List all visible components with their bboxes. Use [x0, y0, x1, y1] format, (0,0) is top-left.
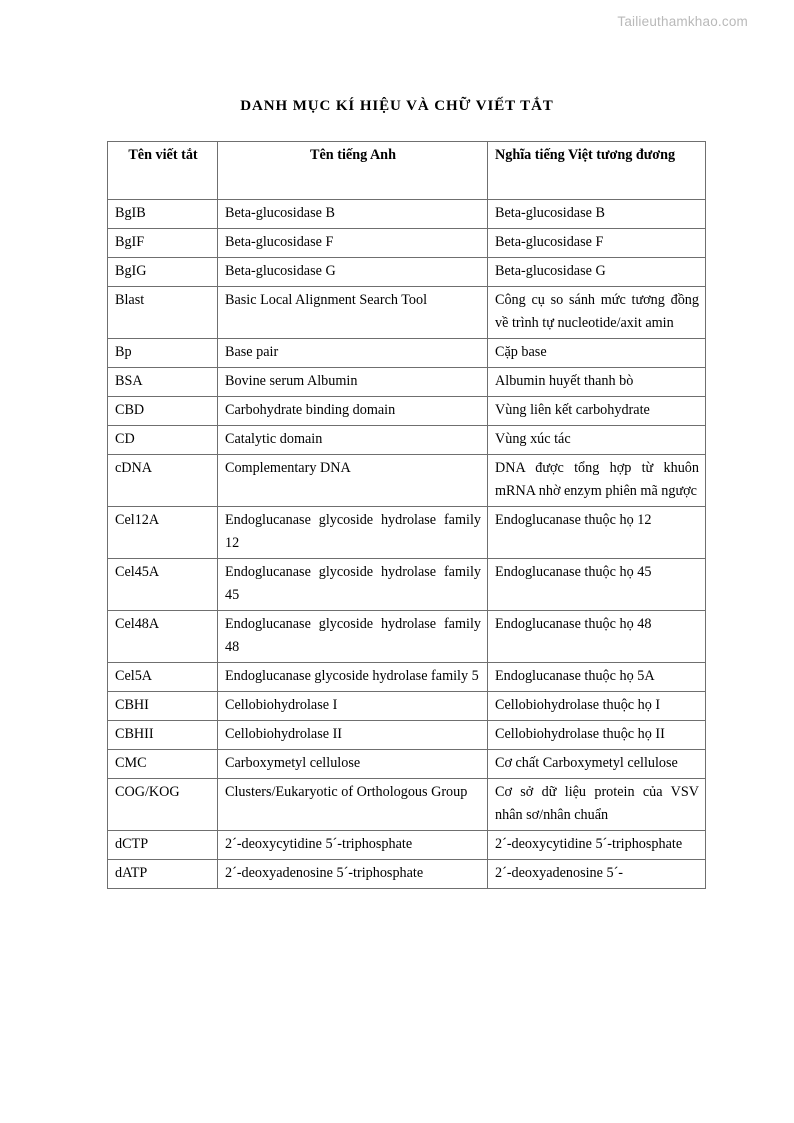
cell-english: Base pair	[218, 339, 488, 368]
table-body	[108, 200, 706, 889]
table-row	[108, 397, 706, 426]
cell-vietnamese: Endoglucanase thuộc họ 12	[488, 507, 706, 559]
watermark-text: Tailieuthamkhao.com	[617, 14, 748, 29]
cell-english: Carboxymetyl cellulose	[218, 750, 488, 779]
cell-english: 2´-deoxyadenosine 5´-triphosphate	[218, 860, 488, 889]
table-row	[108, 779, 706, 831]
cell-abbreviation: CD	[108, 426, 218, 455]
cell-abbreviation: Bp	[108, 339, 218, 368]
cell-english: Basic Local Alignment Search Tool	[218, 287, 488, 339]
cell-abbreviation: BgIG	[108, 258, 218, 287]
table-row	[108, 860, 706, 889]
cell-vietnamese: DNA được tổng hợp từ khuôn mRNA nhờ enzym phiên mã ngược	[488, 455, 706, 507]
table-row	[108, 287, 706, 339]
cell-vietnamese: Beta-glucosidase B	[488, 200, 706, 229]
cell-english: 2´-deoxycytidine 5´-triphosphate	[218, 831, 488, 860]
cell-abbreviation: dCTP	[108, 831, 218, 860]
cell-vietnamese: Cơ chất Carboxymetyl cellulose	[488, 750, 706, 779]
cell-vietnamese: Albumin huyết thanh bò	[488, 368, 706, 397]
table-row	[108, 721, 706, 750]
cell-english: Carbohydrate binding domain	[218, 397, 488, 426]
cell-english: Bovine serum Albumin	[218, 368, 488, 397]
cell-vietnamese: 2´-deoxycytidine 5´-triphosphate	[488, 831, 706, 860]
cell-abbreviation: CBHII	[108, 721, 218, 750]
cell-vietnamese: Vùng liên kết carbohydrate	[488, 397, 706, 426]
table-row	[108, 692, 706, 721]
page-title: DANH MỤC KÍ HIỆU VÀ CHỮ VIẾT TẮT	[240, 98, 554, 115]
cell-vietnamese: 2´-deoxyadenosine 5´-	[488, 860, 706, 889]
cell-vietnamese: Endoglucanase thuộc họ 48	[488, 611, 706, 663]
cell-english: Endoglucanase glycoside hydrolase family 45	[218, 559, 488, 611]
cell-abbreviation: Cel48A	[108, 611, 218, 663]
table-header-row	[108, 142, 706, 200]
cell-vietnamese: Cellobiohydrolase thuộc họ I	[488, 692, 706, 721]
cell-vietnamese: Endoglucanase thuộc họ 5A	[488, 663, 706, 692]
cell-english: Catalytic domain	[218, 426, 488, 455]
cell-abbreviation: Cel12A	[108, 507, 218, 559]
cell-abbreviation: Blast	[108, 287, 218, 339]
cell-vietnamese: Cơ sở dữ liệu protein của VSV nhân sơ/nhân chuẩn	[488, 779, 706, 831]
cell-english: Beta-glucosidase B	[218, 200, 488, 229]
table-row	[108, 426, 706, 455]
column-header-abbreviation: Tên viết tắt	[108, 142, 218, 200]
table-row	[108, 559, 706, 611]
cell-english: Cellobiohydrolase II	[218, 721, 488, 750]
table-row	[108, 258, 706, 287]
cell-vietnamese: Cellobiohydrolase thuộc họ II	[488, 721, 706, 750]
table-row	[108, 200, 706, 229]
table-row	[108, 663, 706, 692]
cell-vietnamese: Vùng xúc tác	[488, 426, 706, 455]
cell-abbreviation: CBHI	[108, 692, 218, 721]
table-row	[108, 339, 706, 368]
column-header-english: Tên tiếng Anh	[218, 142, 488, 200]
cell-vietnamese: Endoglucanase thuộc họ 45	[488, 559, 706, 611]
cell-abbreviation: cDNA	[108, 455, 218, 507]
cell-abbreviation: CBD	[108, 397, 218, 426]
abbreviation-table-container	[107, 141, 705, 889]
table-row	[108, 507, 706, 559]
table-row	[108, 229, 706, 258]
cell-abbreviation: CMC	[108, 750, 218, 779]
cell-vietnamese: Beta-glucosidase F	[488, 229, 706, 258]
cell-english: Clusters/Eukaryotic of Orthologous Group	[218, 779, 488, 831]
cell-abbreviation: Cel45A	[108, 559, 218, 611]
cell-english: Endoglucanase glycoside hydrolase family 48	[218, 611, 488, 663]
table-row	[108, 455, 706, 507]
cell-abbreviation: BSA	[108, 368, 218, 397]
cell-english: Beta-glucosidase F	[218, 229, 488, 258]
table-row	[108, 750, 706, 779]
table-row	[108, 831, 706, 860]
cell-abbreviation: dATP	[108, 860, 218, 889]
table-header	[108, 142, 706, 200]
cell-abbreviation: BgIB	[108, 200, 218, 229]
abbreviation-table	[107, 141, 706, 889]
cell-vietnamese: Cặp base	[488, 339, 706, 368]
table-row	[108, 368, 706, 397]
cell-abbreviation: COG/KOG	[108, 779, 218, 831]
cell-vietnamese: Công cụ so sánh mức tương đồng về trình tự nucleotide/axit amin	[488, 287, 706, 339]
column-header-vietnamese	[488, 142, 706, 200]
cell-english: Beta-glucosidase G	[218, 258, 488, 287]
column-header-vietnamese-text: Nghĩa tiếng Việt tương đương	[495, 147, 676, 163]
cell-english: Cellobiohydrolase I	[218, 692, 488, 721]
cell-vietnamese: Beta-glucosidase G	[488, 258, 706, 287]
cell-english: Complementary DNA	[218, 455, 488, 507]
cell-english: Endoglucanase glycoside hydrolase family 5	[218, 663, 488, 692]
cell-abbreviation: BgIF	[108, 229, 218, 258]
cell-abbreviation: Cel5A	[108, 663, 218, 692]
table-row	[108, 611, 706, 663]
cell-english: Endoglucanase glycoside hydrolase family 12	[218, 507, 488, 559]
